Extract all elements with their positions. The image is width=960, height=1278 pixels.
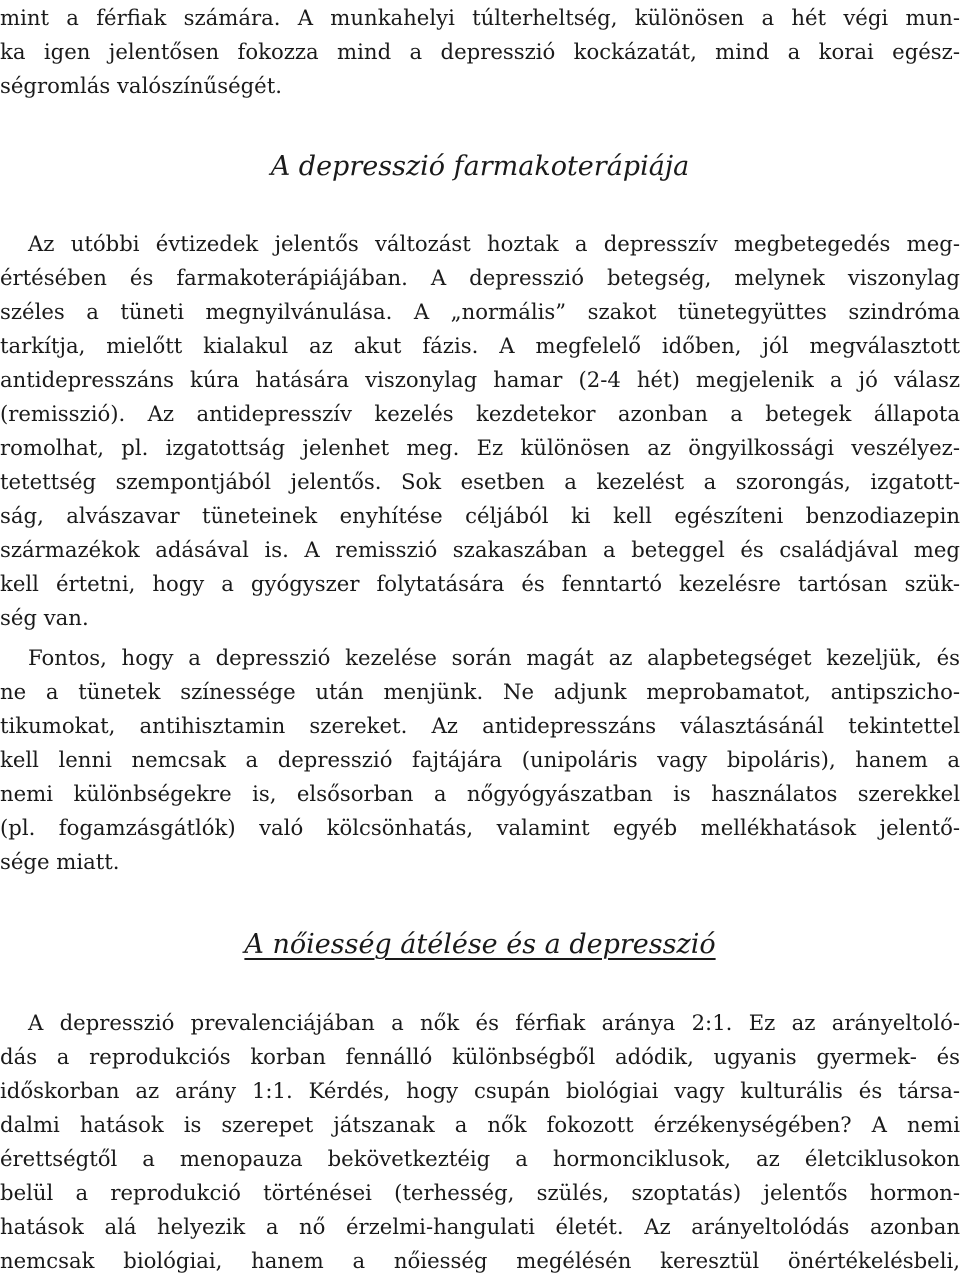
- section-heading-pharmacotherapy: A depresszió farmakoterápiája: [270, 151, 690, 182]
- text-line: (remisszió). Az antidepresszív kezelés kezdetekor azonban a betegek állapota: [0, 401, 960, 426]
- text-line: romolhat, pl. izgatottság jelenhet meg. Ez különösen az öngyilkossági veszélyez-: [0, 435, 960, 460]
- text-line: tetettség szempontjából jelentős. Sok esetben a kezelést a szorongás, izgatott-: [0, 469, 960, 494]
- text-line: nemcsak biológiai, hanem a nőiesség megélésén keresztül önértékelésbeli,: [0, 1248, 960, 1273]
- text-line: kell értetni, hogy a gyógyszer folytatására és fenntartó kezelésre tartósan szük-: [0, 571, 960, 596]
- text-line: tarkítja, mielőtt kialakul az akut fázis. A megfelelő időben, jól megválasztott: [0, 333, 960, 358]
- text-line: ségromlás valószínűségét.: [0, 73, 282, 98]
- text-line: (pl. fogamzásgátlók) való kölcsönhatás, valamint egyéb mellékhatások jelentő-: [0, 815, 960, 840]
- text-line: ka igen jelentősen fokozza mind a depresszió kockázatát, mind a korai egész-: [0, 39, 960, 64]
- text-line: időskorban az arány 1:1. Kérdés, hogy csupán biológiai vagy kulturális és társa-: [0, 1078, 960, 1103]
- text-line: kell lenni nemcsak a depresszió fajtájára (unipoláris vagy bipoláris), hanem a: [0, 747, 960, 772]
- text-line: dás a reprodukciós korban fennálló különbségből adódik, ugyanis gyermek- és: [0, 1044, 960, 1069]
- section-heading-femininity: A nőiesség átélése és a depresszió: [244, 929, 716, 960]
- text-line: A depresszió prevalenciájában a nők és férfiak aránya 2:1. Ez az arányeltoló-: [28, 1010, 960, 1035]
- text-line: belül a reprodukció történései (terhesség, szülés, szoptatás) jelentős hormon-: [0, 1180, 960, 1205]
- text-line: hatások alá helyezik a nő érzelmi-hangulati életét. Az arányeltolódás azonban: [0, 1214, 960, 1239]
- text-line: Az utóbbi évtizedek jelentős változást hoztak a depresszív megbetegedés meg-: [28, 231, 960, 256]
- text-line: sége miatt.: [0, 849, 120, 874]
- text-line: antidepresszáns kúra hatására viszonylag hamar (2-4 hét) megjelenik a jó válasz: [0, 367, 960, 392]
- text-line: értésében és farmakoterápiájában. A depresszió betegség, melynek viszonylag: [0, 265, 960, 290]
- text-line: nemi különbségekre is, elsősorban a nőgyógyászatban is használatos szerekkel: [0, 781, 960, 806]
- text-line: tikumokat, antihisztamin szereket. Az antidepresszáns választásánál tekintettel: [0, 713, 960, 738]
- text-line: érettségtől a menopauza bekövetkeztéig a hormonciklusok, az életciklusokon: [0, 1146, 960, 1171]
- text-line: dalmi hatások is szerepet játszanak a nők fokozott érzékenységében? A nemi: [0, 1112, 960, 1137]
- text-line: mint a férfiak számára. A munkahelyi túlterheltség, különösen a hét végi mun-: [0, 5, 960, 30]
- text-line: ság, alvászavar tüneteinek enyhítése céljából ki kell egészíteni benzodiazepin: [0, 503, 960, 528]
- text-line: ne a tünetek színessége után menjünk. Ne adjunk meprobamatot, antipszicho-: [0, 679, 960, 704]
- text-line: származékok adásával is. A remisszió szakaszában a beteggel és családjával meg: [0, 537, 960, 562]
- text-line: Fontos, hogy a depresszió kezelése során magát az alapbetegséget kezeljük, és: [28, 645, 960, 670]
- text-line: ség van.: [0, 605, 89, 630]
- text-line: széles a tüneti megnyilvánulása. A „normális” szakot tünetegyüttes szindróma: [0, 299, 960, 324]
